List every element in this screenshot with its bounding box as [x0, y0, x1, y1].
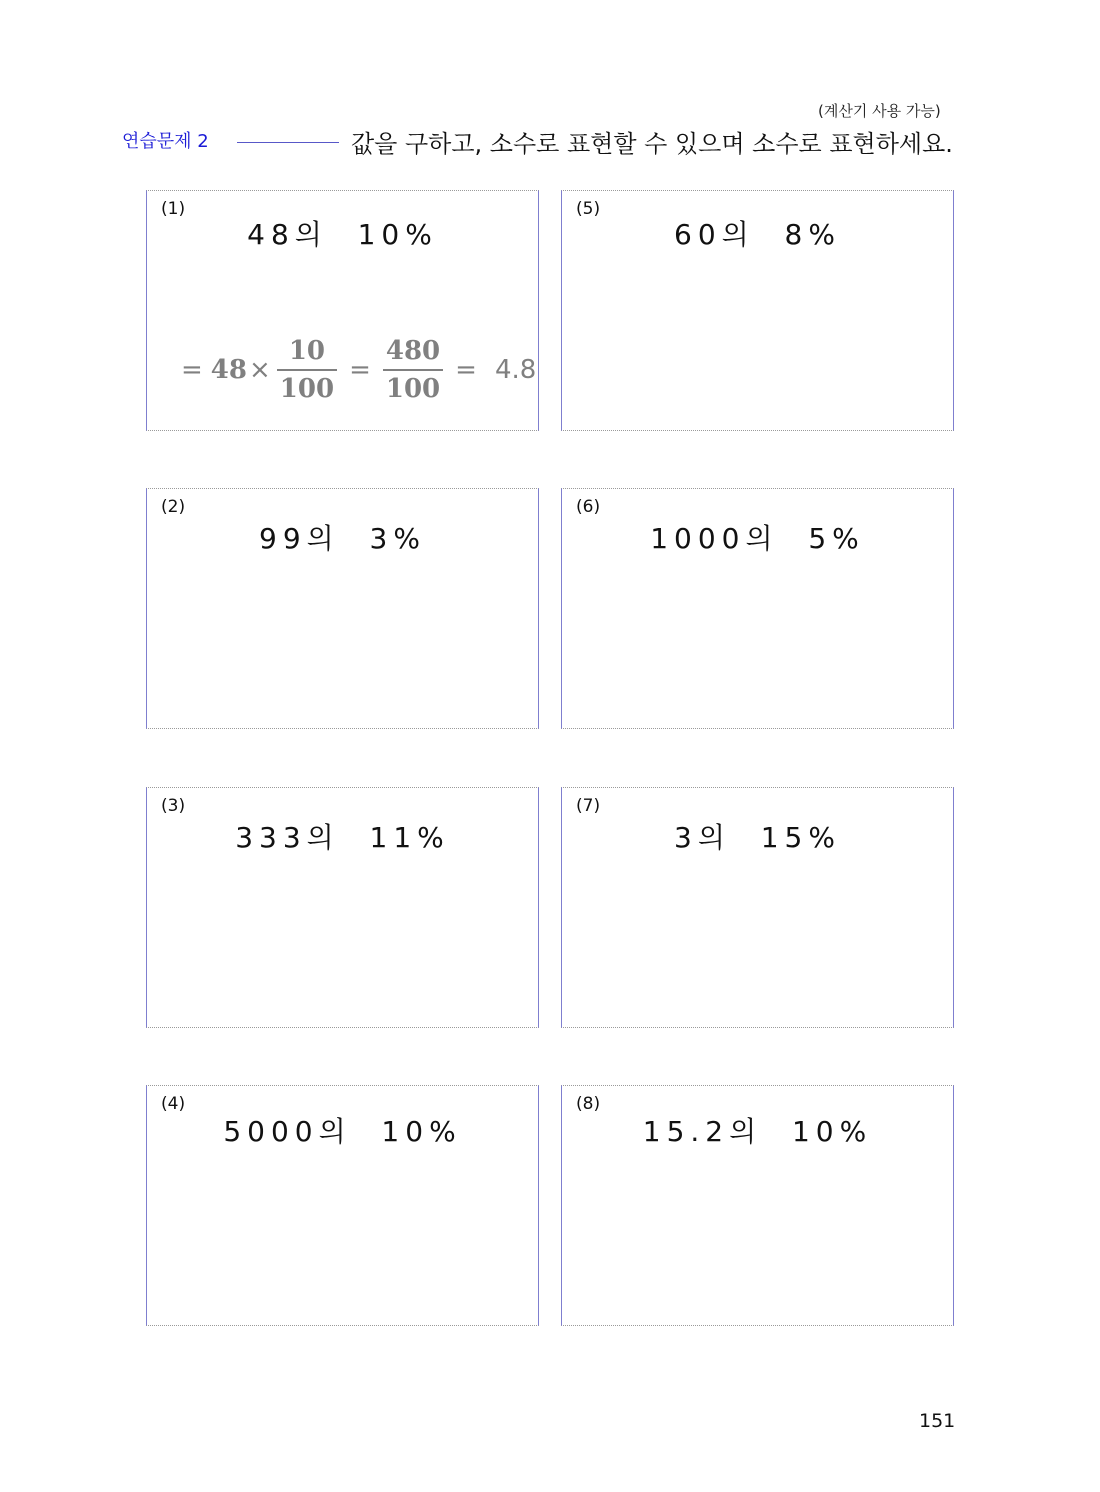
fraction-numerator: 480: [385, 336, 441, 366]
problem-box-6: [561, 488, 954, 729]
header-rule: [237, 142, 339, 143]
problem-number: (3): [161, 796, 186, 816]
problem-text: 333의 11%: [235, 821, 450, 854]
problem-number: (6): [576, 497, 601, 517]
problem-number: (7): [576, 796, 601, 816]
fraction-denominator: 100: [279, 374, 335, 404]
problem-text: 5000의 10%: [223, 1115, 462, 1148]
calculator-allowed-note: (계산기 사용 가능): [818, 102, 941, 120]
problem-box-8: [561, 1085, 954, 1326]
fraction-denominator: 100: [385, 374, 441, 404]
problem-text: 60의 8%: [674, 218, 841, 251]
fraction-2: [383, 333, 443, 407]
problem-number: (2): [161, 497, 186, 517]
problem-box-7: [561, 787, 954, 1028]
example-result: 4.8: [494, 355, 537, 385]
problem-text: 3의 15%: [674, 821, 841, 854]
problem-box-1: [146, 190, 539, 431]
problem-box-4: [146, 1085, 539, 1326]
equals-sign: =: [455, 355, 477, 385]
worked-example: [173, 333, 536, 407]
fraction-numerator: 10: [288, 336, 326, 366]
times-sign: ×: [248, 355, 271, 385]
problem-number: (5): [576, 199, 601, 219]
problem-number: (1): [161, 199, 186, 219]
problem-text: 1000의 5%: [650, 522, 865, 555]
problem-box-5: [561, 190, 954, 431]
page-number: 151: [919, 1410, 956, 1432]
instruction-text: 값을 구하고, 소수로 표현할 수 있으며 소수로 표현하세요.: [351, 130, 953, 158]
problem-text: 99의 3%: [259, 522, 426, 555]
problem-text: 15.2의 10%: [642, 1115, 873, 1148]
fraction-1: [277, 333, 337, 407]
equals-sign: =: [349, 355, 371, 385]
problem-number: (8): [576, 1094, 601, 1114]
equals-sign: =: [181, 355, 203, 385]
exercise-label: 연습문제 2: [122, 131, 209, 152]
problem-box-2: [146, 488, 539, 729]
problem-text: 48의 10%: [247, 218, 438, 251]
example-base: 48: [210, 355, 247, 385]
problem-number: (4): [161, 1094, 186, 1114]
problem-box-3: [146, 787, 539, 1028]
